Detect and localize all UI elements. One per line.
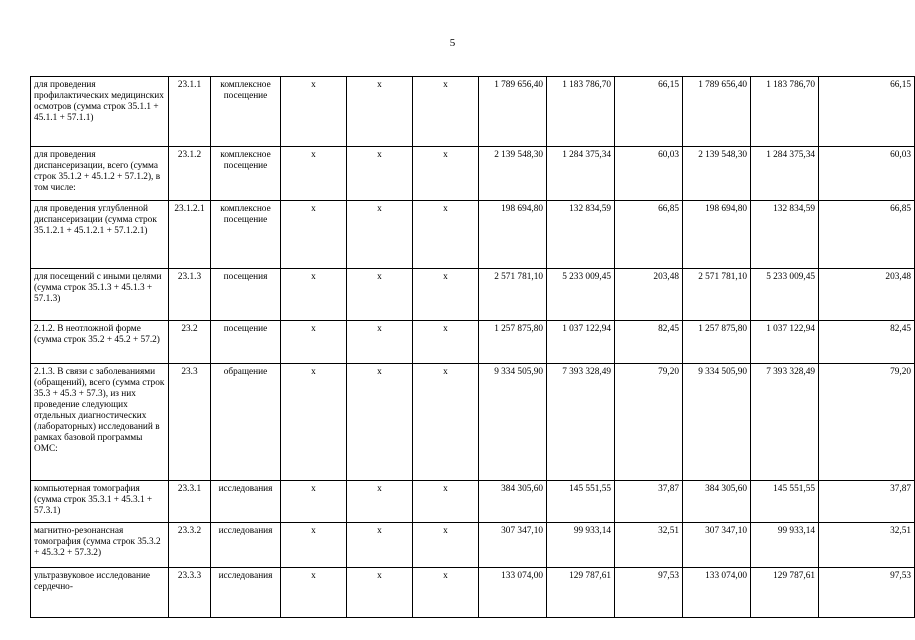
row-value-6: 66,15 [819, 77, 915, 147]
row-value-2: 5 233 009,45 [547, 269, 615, 321]
row-x-cell: х [347, 481, 413, 523]
row-value-6: 97,53 [819, 568, 915, 618]
row-value-5: 7 393 328,49 [751, 364, 819, 481]
row-code: 23.3.1 [169, 481, 211, 523]
row-value-4: 307 347,10 [683, 523, 751, 568]
row-value-1: 307 347,10 [479, 523, 547, 568]
row-unit: исследования [211, 568, 281, 618]
row-value-2: 99 933,14 [547, 523, 615, 568]
row-value-6: 32,51 [819, 523, 915, 568]
row-value-2: 129 787,61 [547, 568, 615, 618]
row-x-cell: х [281, 269, 347, 321]
table-row [31, 568, 915, 618]
row-x-cell: х [413, 321, 479, 364]
row-name: для проведения профилактических медицинских осмотров (сумма строк 35.1.1 + 45.1.1 + 57.1.1) [31, 77, 169, 147]
page-number: 5 [449, 37, 456, 49]
row-x-cell: х [347, 147, 413, 201]
row-value-4: 9 334 505,90 [683, 364, 751, 481]
row-value-3: 203,48 [615, 269, 683, 321]
row-value-2: 1 037 122,94 [547, 321, 615, 364]
row-value-2: 7 393 328,49 [547, 364, 615, 481]
row-value-1: 2 571 781,10 [479, 269, 547, 321]
row-value-3: 79,20 [615, 364, 683, 481]
row-value-3: 66,85 [615, 201, 683, 269]
row-x-cell: х [281, 523, 347, 568]
row-value-1: 9 334 505,90 [479, 364, 547, 481]
row-value-6: 37,87 [819, 481, 915, 523]
row-x-cell: х [413, 523, 479, 568]
row-value-3: 37,87 [615, 481, 683, 523]
row-value-1: 1 789 656,40 [479, 77, 547, 147]
data-table [30, 76, 915, 618]
row-x-cell: х [281, 321, 347, 364]
row-x-cell: х [281, 77, 347, 147]
row-value-5: 132 834,59 [751, 201, 819, 269]
table-row [31, 77, 915, 147]
row-name: 2.1.2. В неотложной форме (сумма строк 35.2 + 45.2 + 57.2) [31, 321, 169, 364]
row-x-cell: х [281, 364, 347, 481]
row-unit: посещение [211, 321, 281, 364]
table-row [31, 269, 915, 321]
row-name: для проведения углубленной диспансеризации (сумма строк 35.1.2.1 + 45.1.2.1 + 57.1.2.1) [31, 201, 169, 269]
row-value-4: 2 571 781,10 [683, 269, 751, 321]
row-x-cell: х [347, 364, 413, 481]
row-value-2: 1 284 375,34 [547, 147, 615, 201]
row-value-6: 79,20 [819, 364, 915, 481]
row-x-cell: х [413, 481, 479, 523]
row-unit: комплексное посещение [211, 77, 281, 147]
row-value-5: 129 787,61 [751, 568, 819, 618]
row-name: ультразвуковое исследование сердечно- [31, 568, 169, 618]
table-row [31, 364, 915, 481]
row-value-5: 5 233 009,45 [751, 269, 819, 321]
row-x-cell: х [347, 523, 413, 568]
row-value-5: 99 933,14 [751, 523, 819, 568]
row-code: 23.1.2.1 [169, 201, 211, 269]
row-code: 23.3.3 [169, 568, 211, 618]
row-code: 23.3 [169, 364, 211, 481]
row-name: 2.1.3. В связи с заболеваниями (обращений), всего (сумма строк 35.3 + 45.3 + 57.3), из них проведение следующих отдельных диагностических (лабораторных) исследований в рамках базовой программы ОМС: [31, 364, 169, 481]
row-x-cell: х [347, 77, 413, 147]
row-x-cell: х [413, 269, 479, 321]
row-unit: обращение [211, 364, 281, 481]
row-value-3: 82,45 [615, 321, 683, 364]
row-x-cell: х [347, 201, 413, 269]
row-x-cell: х [413, 147, 479, 201]
row-value-4: 198 694,80 [683, 201, 751, 269]
row-value-5: 145 551,55 [751, 481, 819, 523]
row-value-1: 198 694,80 [479, 201, 547, 269]
row-value-1: 384 305,60 [479, 481, 547, 523]
row-value-5: 1 284 375,34 [751, 147, 819, 201]
row-value-3: 66,15 [615, 77, 683, 147]
table-row [31, 481, 915, 523]
row-x-cell: х [281, 201, 347, 269]
row-value-1: 2 139 548,30 [479, 147, 547, 201]
row-value-6: 60,03 [819, 147, 915, 201]
row-x-cell: х [413, 364, 479, 481]
row-value-3: 32,51 [615, 523, 683, 568]
row-name: компьютерная томография (сумма строк 35.3.1 + 45.3.1 + 57.3.1) [31, 481, 169, 523]
row-x-cell: х [281, 568, 347, 618]
row-unit: комплексное посещение [211, 147, 281, 201]
row-x-cell: х [347, 568, 413, 618]
row-value-2: 132 834,59 [547, 201, 615, 269]
row-value-1: 1 257 875,80 [479, 321, 547, 364]
row-x-cell: х [347, 269, 413, 321]
row-value-6: 66,85 [819, 201, 915, 269]
row-value-5: 1 037 122,94 [751, 321, 819, 364]
table-row [31, 201, 915, 269]
row-value-2: 145 551,55 [547, 481, 615, 523]
row-x-cell: х [281, 481, 347, 523]
row-value-4: 133 074,00 [683, 568, 751, 618]
row-value-5: 1 183 786,70 [751, 77, 819, 147]
table-row [31, 523, 915, 568]
row-code: 23.1.3 [169, 269, 211, 321]
row-code: 23.3.2 [169, 523, 211, 568]
row-code: 23.2 [169, 321, 211, 364]
row-code: 23.1.2 [169, 147, 211, 201]
row-value-4: 1 257 875,80 [683, 321, 751, 364]
row-unit: комплексное посещение [211, 201, 281, 269]
row-value-4: 2 139 548,30 [683, 147, 751, 201]
row-value-6: 203,48 [819, 269, 915, 321]
row-code: 23.1.1 [169, 77, 211, 147]
row-value-3: 60,03 [615, 147, 683, 201]
row-value-6: 82,45 [819, 321, 915, 364]
row-unit: посещения [211, 269, 281, 321]
row-name: магнитно-резонансная томография (сумма строк 35.3.2 + 45.3.2 + 57.3.2) [31, 523, 169, 568]
table-row [31, 321, 915, 364]
row-unit: исследования [211, 481, 281, 523]
row-x-cell: х [281, 147, 347, 201]
row-value-1: 133 074,00 [479, 568, 547, 618]
row-x-cell: х [413, 568, 479, 618]
row-value-4: 384 305,60 [683, 481, 751, 523]
row-x-cell: х [413, 77, 479, 147]
row-unit: исследования [211, 523, 281, 568]
table-row [31, 147, 915, 201]
row-value-3: 97,53 [615, 568, 683, 618]
row-x-cell: х [413, 201, 479, 269]
row-name: для посещений с иными целями (сумма строк 35.1.3 + 45.1.3 + 57.1.3) [31, 269, 169, 321]
row-x-cell: х [347, 321, 413, 364]
row-value-4: 1 789 656,40 [683, 77, 751, 147]
row-value-2: 1 183 786,70 [547, 77, 615, 147]
row-name: для проведения диспансеризации, всего (сумма строк 35.1.2 + 45.1.2 + 57.1.2), в том числе: [31, 147, 169, 201]
